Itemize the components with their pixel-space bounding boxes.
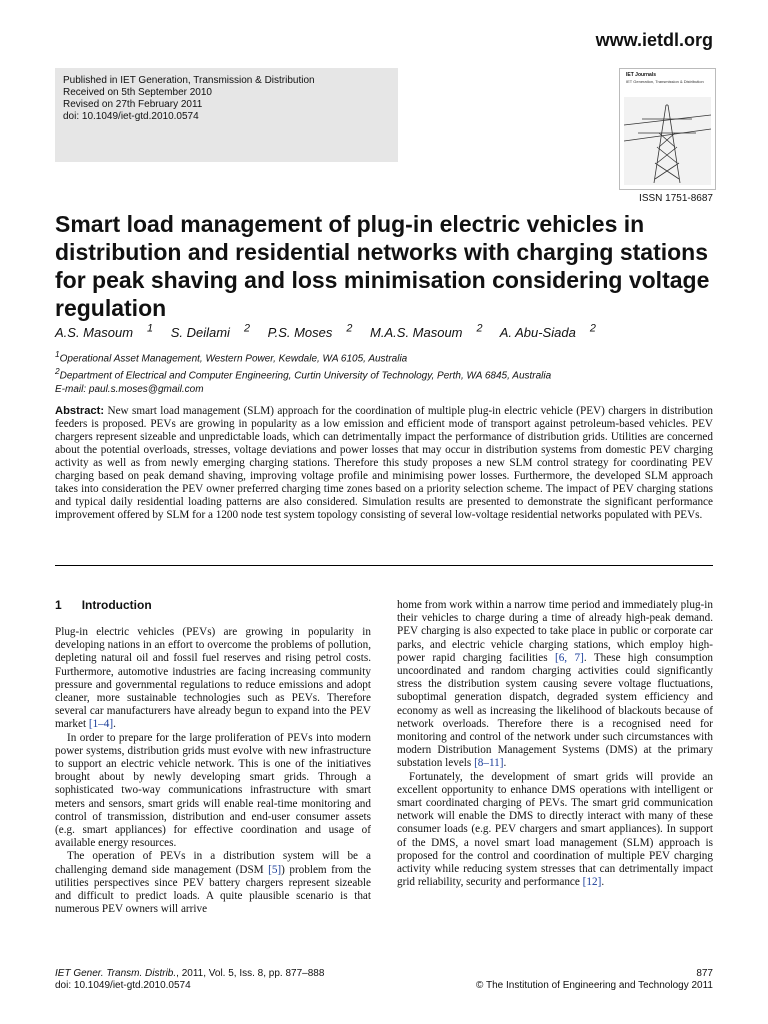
abstract-label: Abstract:	[55, 405, 105, 417]
transmission-tower-image	[624, 97, 711, 185]
revised-date: Revised on 27th February 2011	[63, 99, 203, 110]
citation-link[interactable]: [5]	[268, 863, 282, 876]
citation-link[interactable]: [1–4]	[88, 718, 114, 731]
page-number: 877	[696, 968, 713, 979]
paper-title: Smart load management of plug-in electric vehicles in distribution and residential networks with charging stations for peak shaving and loss minimisation considering voltage regulation	[55, 211, 710, 321]
footer-doi: doi: 10.1049/iet-gtd.2010.0574	[55, 980, 191, 991]
journal-cover-thumbnail	[619, 68, 716, 190]
affiliations	[55, 348, 551, 396]
citation-link[interactable]: [8–11]	[474, 757, 504, 770]
paragraph: The operation of PEVs in a distribution system will be a challenging demand side management (DSM [5]) problem from the utilities perspectives since PEV battery chargers represent sizeable and difficult to predict loads. A quite plausible scenario is that numerous PEV owners will arrive	[55, 850, 371, 916]
section-heading	[55, 598, 152, 612]
doi-line: doi: 10.1049/iet-gtd.2010.0574	[63, 111, 199, 122]
author: S. Deilami $^2$	[170, 323, 250, 341]
section-number: 1	[55, 598, 62, 612]
issn: ISSN 1751-8687	[639, 193, 713, 204]
abstract	[55, 405, 713, 522]
author: M.A.S. Masoum $^2$	[370, 323, 483, 341]
section-divider	[55, 565, 713, 566]
publication-info-box	[55, 68, 398, 162]
author: P.S. Moses $^2$	[267, 323, 353, 341]
received-date: Received on 5th September 2010	[63, 87, 212, 98]
abstract-text: New smart load management (SLM) approach for the coordination of multiple plug-in electric vehicle (PEV) chargers in distribution feeders is proposed. PEVs are growing in popularity as a low emission and efficient mode of transport against petroleum-based vehicles. PEV chargers represent sizeable and unpredictable loads, which can detrimentally impact the performance of distribution grids. Utilities are concerned about the potential overloads, stresses, voltage deviations and power losses that may occur in distribution systems from domestic PEV charging activity as well as from newly emerging charging stations. Therefore this study proposes a new SLM control strategy for coordinating PEV charging based on peak demand shaving, improving voltage profile and minimising power losses. Furthermore, the developed SLM approach takes into consideration the PEV owner preferred charging time zones based on a priority selection scheme. The impact of PEV charging stations and typical daily residential loading patterns are also considered. Simulation results are presented to demonstrate the significant performance improvement offered by SLM for a 1200 node test system topology consisting of several low-voltage residential networks populated with PEVs.	[55, 405, 714, 521]
paragraph: In order to prepare for the large proliferation of PEVs into modern power systems, distribution grids must evolve with new infrastructure to support an electric vehicle network. This is one of the initiatives brought about by newly developing smart grids. Through a sophisticated two-way communications infrastructure with smart meters and sensors, smart grids will enable real-time monitoring and control of transmission, distribution and end-user consumer assets (e.g. smart appliances) for effective coordination and usage of available energy resources.	[55, 731, 371, 850]
citation-link[interactable]: [6, 7]	[554, 651, 584, 664]
left-column	[55, 626, 371, 916]
paragraph: Fortunately, the development of smart grids will provide an excellent opportunity to enhance DMS operations with intelligent or smart coordinated charging of PEVs. The smart grid communication network will enable the DMS to directly interact with many of these consumer loads (e.g. PEV chargers and smart appliances). In support of the DMS, a novel smart load management (SLM) approach is proposed for the control and coordination of multiple PEV charging activity while reducing system stresses that can detrimentally impact grid reliability, security and performance [12].	[397, 770, 713, 889]
journal-url[interactable]: www.ietdl.org	[595, 30, 713, 50]
footer-citation	[55, 968, 324, 992]
paragraph: Plug-in electric vehicles (PEVs) are growing in popularity in developing nations in an effort to overcome the problems of pollution, depleting natural oil and fossil fuel reserves and rising petrol costs. Furthermore, automotive industries are facing increasing community pressure and governmental regulations to reduce emissions and adopt cleaner, more sustainable technologies such as PEVs. Therefore several car manufacturers have already begun to expand into the PEV market [1–4].	[55, 626, 371, 731]
author: A. Abu-Siada $^2$	[499, 323, 596, 341]
published-in: Published in IET Generation, Transmission & Distribution	[63, 75, 315, 86]
contact-email[interactable]: E-mail: paul.s.moses@gmail.com	[55, 383, 204, 395]
copyright: © The Institution of Engineering and Technology 2011	[476, 980, 713, 991]
affiliation: $^2$Department of Electrical and Computer Engineering, Curtin University of Technology, Perth, WA 6845, Australia	[55, 366, 552, 382]
affiliation: $^1$Operational Asset Management, Western Power, Kewdale, WA 6105, Australia	[55, 349, 408, 365]
paragraph: home from work within a narrow time period and immediately plug-in their vehicles to charge during a time of already high-peak demand. PEV charging is also expected to take place in public or corporate car parks, and electric vehicle charging stations, which employ high-power rapid charging facilities [6, 7]. These high consumption uncoordinated and random charging activities could significantly stress the distribution system causing severe voltage fluctuations, suboptimal generation dispatch, degraded system efficiency and economy as well as increasing the likelihood of blackouts because of network overloads. Therefore there is a recognised need for monitoring and control of the network under such circumstances with modern Distribution Management Systems (DMS) at the primary substation levels [8–11].	[397, 599, 714, 770]
right-column	[397, 599, 713, 889]
author: A.S. Masoum $^1$	[55, 323, 154, 341]
citation-link[interactable]: [12]	[582, 876, 602, 889]
cover-brand: IET Journals	[626, 72, 657, 78]
footer-right	[476, 968, 713, 992]
section-title: Introduction	[81, 598, 152, 612]
author-list	[55, 323, 610, 340]
cover-title: IET Generation, Transmission & Distribution	[626, 79, 704, 84]
footer-journal-line: IET Gener. Transm. Distrib., 2011, Vol. 5, Iss. 8, pp. 877–888	[55, 968, 325, 979]
